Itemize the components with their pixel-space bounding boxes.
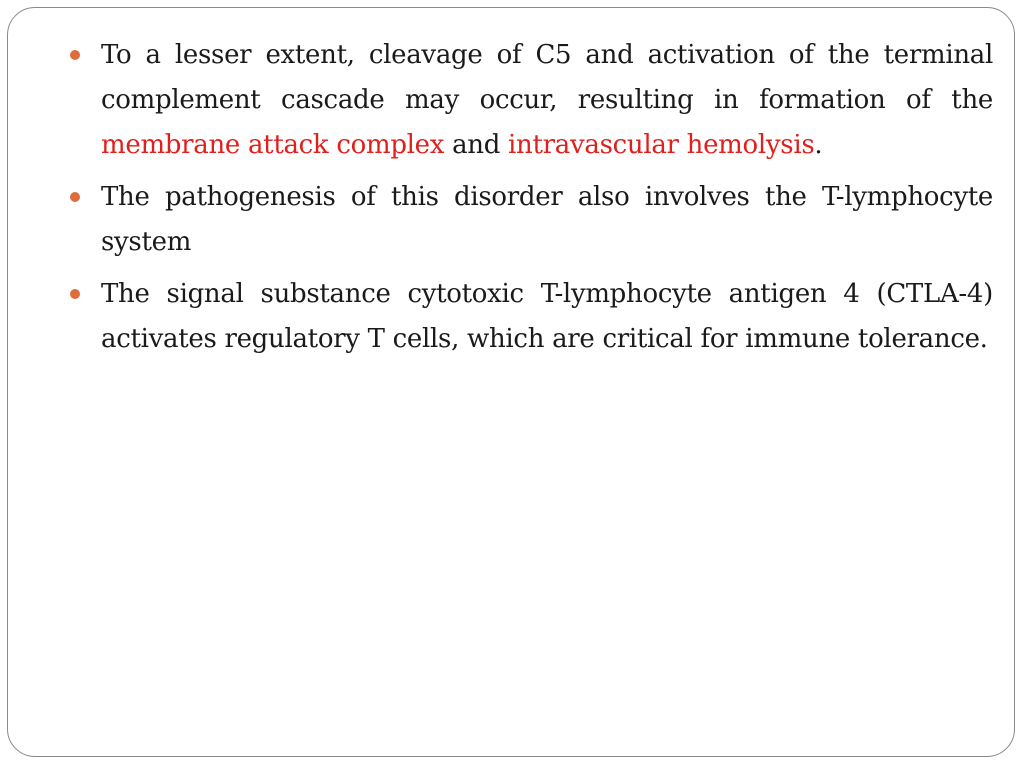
slide-frame [7, 7, 1015, 757]
bullet-dot-icon [70, 289, 80, 299]
bullet-dot-icon [70, 192, 80, 202]
bullet-dot-icon [70, 50, 80, 60]
bullet-text: The signal substance cytotoxic T-lymphocyte antigen 4 (CTLA-4) activates regulatory T cells, which are critical for immune tolerance. [101, 279, 993, 354]
bullet-item-complement [101, 33, 993, 168]
bullet-text-conjunction: and [444, 130, 509, 160]
bullet-text-end: . [814, 130, 823, 160]
bullet-text: To a lesser extent, cleavage of C5 and activation of the terminal complement cascade may occur, resulting in formation of the [101, 40, 993, 115]
bullet-list [101, 33, 993, 369]
bullet-item-pathogenesis [101, 175, 993, 265]
highlight-membrane-attack-complex: membrane attack complex [101, 130, 445, 160]
bullet-text: The pathogenesis of this disorder also involves the T-lymphocyte system [101, 182, 993, 257]
bullet-item-ctla4 [101, 272, 993, 362]
highlight-intravascular-hemolysis: intravascular hemolysis [508, 130, 815, 160]
